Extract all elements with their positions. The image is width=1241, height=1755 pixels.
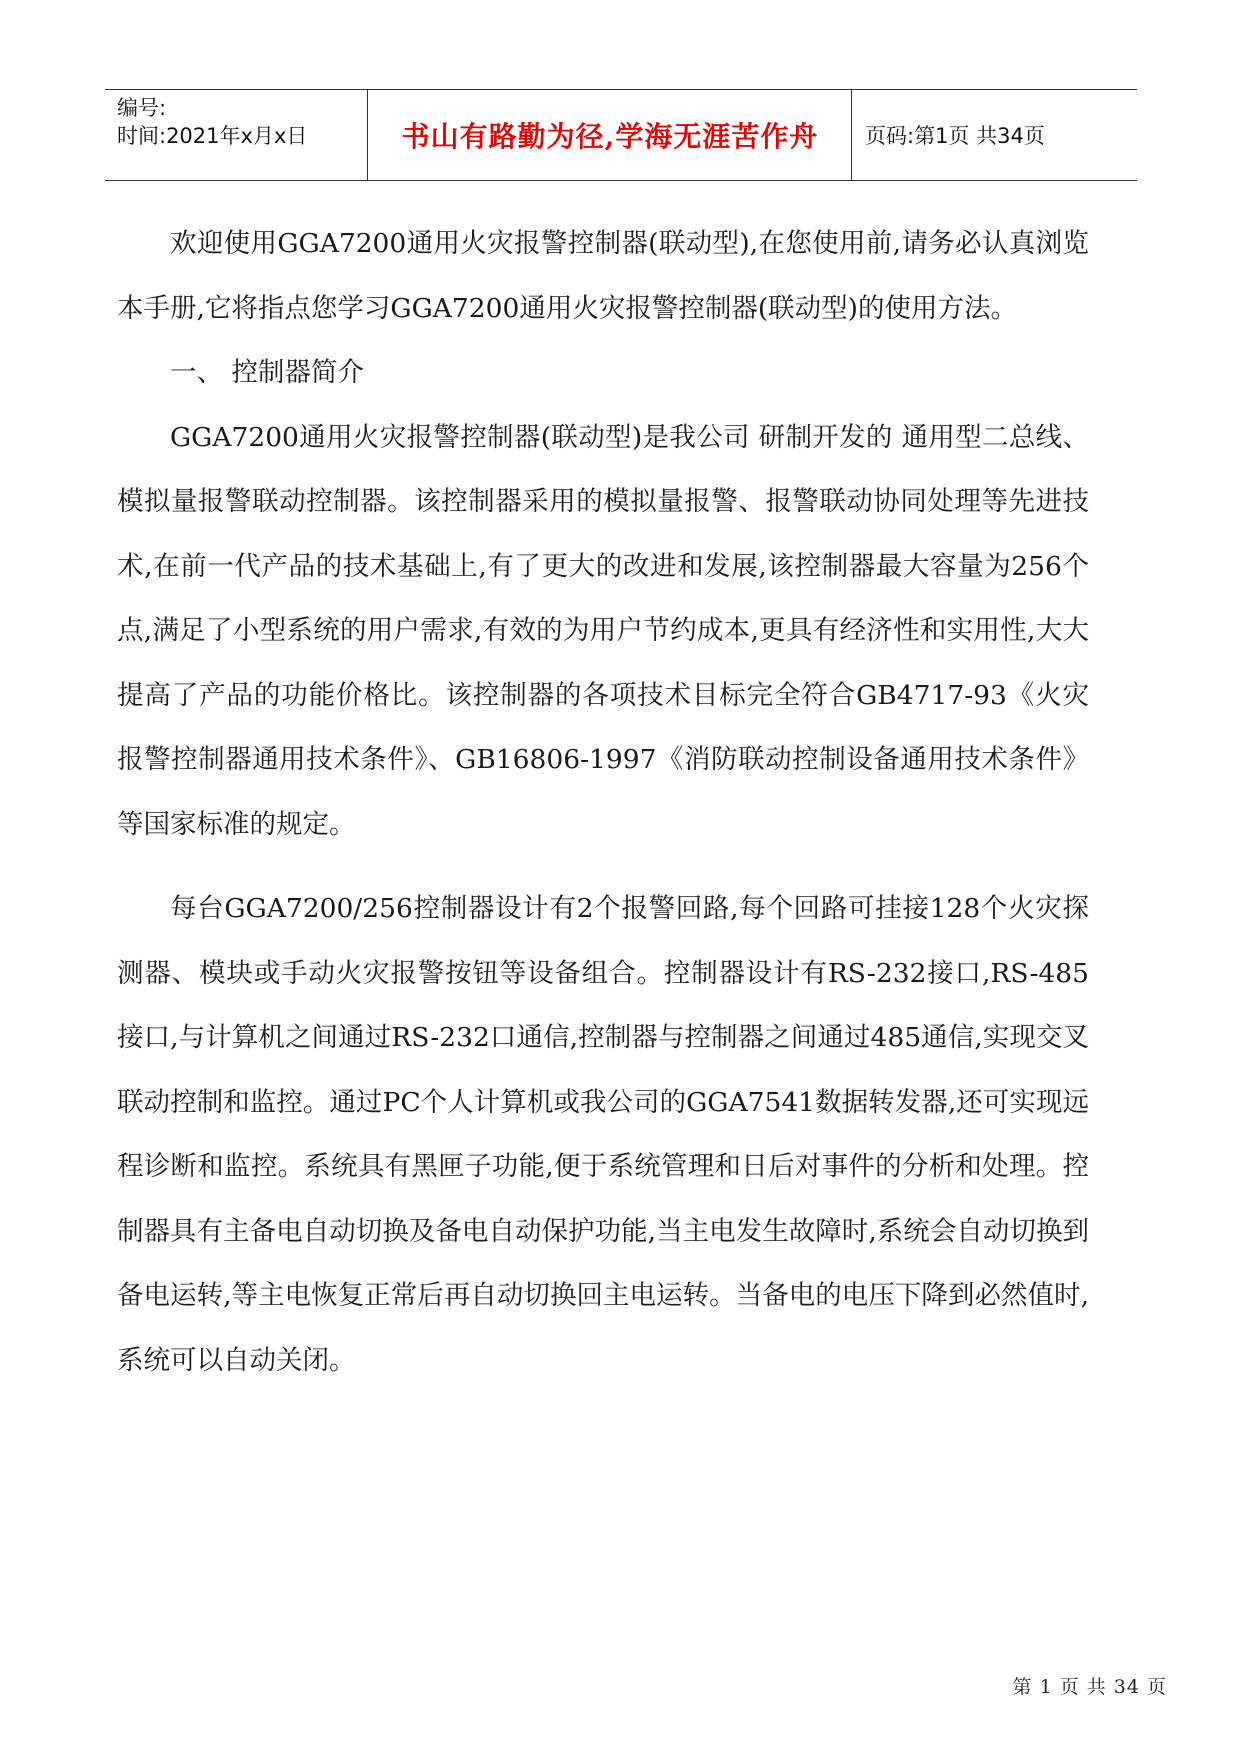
- header-page-info: 页码:第1页 共34页: [865, 124, 1045, 148]
- header-divider: [367, 90, 368, 180]
- header-motto: 书山有路勤为径,学海无涯苦作舟: [401, 120, 819, 153]
- page-header: [105, 89, 1137, 181]
- serial-number-label: 编号:: [117, 96, 167, 120]
- page-footer: 第 1 页 共 34 页: [1012, 1676, 1167, 1698]
- intro-paragraph: 欢迎使用GGA7200通用火灾报警控制器(联动型),在您使用前,请务必认真浏览本手册,它将指点您学习GGA7200通用火灾报警控制器(联动型)的使用方法。: [117, 228, 1089, 324]
- document-body: [117, 212, 1089, 1393]
- header-divider: [851, 90, 852, 180]
- body-paragraph: 每台GGA7200/256控制器设计有2个报警回路,每个回路可挂接128个火灾探测器、模块或手动火灾报警按钮等设备组合。控制器设计有RS-232接口,RS-485接口,与计算机之间通过RS-232口通信,控制器与控制器之间通过485通信,实现交叉联动控制和监控。通过PC个人计算机或我公司的GGA7541数据转发器,还可实现远程诊断和监控。系统具有黑匣子功能,便于系统管理和日后对事件的分析和处理。控制器具有主备电自动切换及备电自动保护功能,当主电发生故障时,系统会自动切换到备电运转,等主电恢复正常后再自动切换回主电运转。当备电的电压下降到必然值时,系统可以自动关闭。: [117, 893, 1089, 1376]
- section-heading: 一、 控制器简介: [170, 357, 364, 388]
- body-paragraph: GGA7200通用火灾报警控制器(联动型)是我公司 研制开发的 通用型二总线、模拟量报警联动控制器。该控制器采用的模拟量报警、报警联动协同处理等先进技术,在前一代产品的技术基础上,有了更大的改进和发展,该控制器最大容量为256个点,满足了小型系统的用户需求,有效的为用户节约成本,更具有经济性和实用性,大大提高了产品的功能价格比。该控制器的各项技术目标完全符合GB4717-93《火灾报警控制器通用技术条件》、GB16806-1997《消防联动控制设备通用技术条件》等国家标准的规定。: [117, 421, 1089, 840]
- header-meta: [117, 94, 367, 150]
- time-label: 时间:2021年x月x日: [117, 124, 308, 148]
